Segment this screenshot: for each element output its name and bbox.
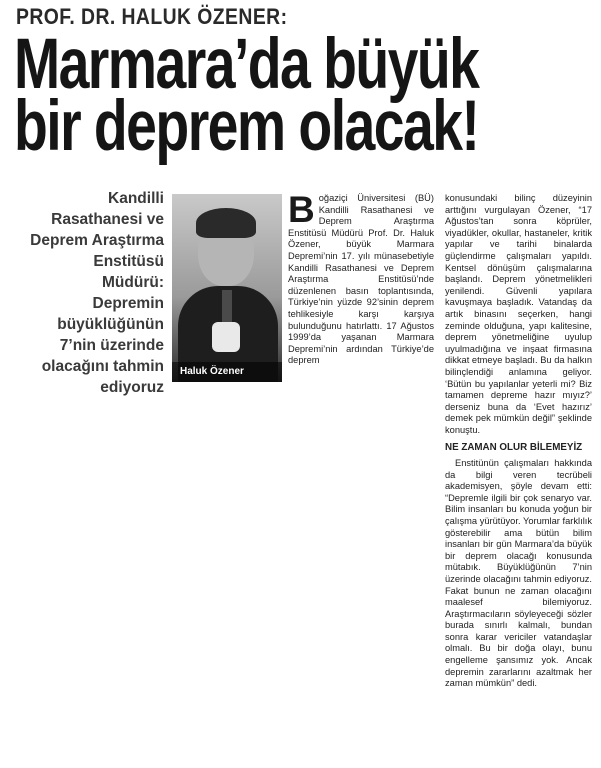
article-column-2 [445, 193, 592, 690]
article-paragraph-3: Enstitünün çalışmaları hakkında da bilgi veren tecrübeli akademisyen, şöyle devam etti: “Depremle ilgili bir çok senaryo var. Bilim insanları bu konuda yoğun bir çalışma yürütüyor. Yorumlar farklılık gösterebilir ama bütün bilim insanları bir gün Marmara’da büyük bir deprem olacağı konusunda mütabık. Büyüklüğünün 7’nin üzerinde olacağını tahmin ediyoruz. Fakat bunun ne zaman olacağını maalesef bilemiyoruz. Araştırmacıların söyleyeceği sözler burada sınırlı kalmalı, bundan sonra karar vericiler vatandaşlar olmalı. Bu bir doğa olayı, bunu engelleme şansımız yok. Ancak depremin zararlarını azaltmak her zaman mümkün” dedi. [445, 457, 592, 689]
portrait-photo [172, 194, 282, 382]
headline-line-2: bir deprem olacak! [14, 87, 479, 166]
summary-deck: Kandilli Rasathanesi ve Deprem Araştırma Enstitüsü Müdürü: Depremin büyüklüğünün 7’nin üzerinde olacağını tahmin ediyoruz [30, 190, 164, 396]
headline-line-1: Marmara’da büyük [14, 25, 479, 104]
article-paragraph-2: konusundaki bilinç düzeyinin arttığını vurgulayan Özener, “17 Ağustos’tan sonra köprüler, viyadükler, okullar, hastaneler, kritik yapılar ve tarihi binalarda güçlendirme çalışmaları yapıldı. Kentsel dönüşüm çalışmalarına başlandı. Deprem yönetmelikleri yenilendi. Güvenli yapılara kavuşmaya başladık. Vatandaş da artık binasını seçerken, hangi zeminde olduğuna, yapı kalitesine, deprem yönetmeliğine uyulup uyulmadığına ve inşaat firmasına dikkat etmeye başladı. Bu da halkın bilinçlendiği anlamına geliyor. ‘Bütün bu yapılanlar yeterli mi? Biz tamamen depreme hazır mıyız?’ derseniz buna da ‘Evet hazırız’ demek pek mümkün değil” şeklinde konuştu. [445, 193, 592, 435]
article-paragraph-1: oğaziçi Üniversitesi (BÜ) Kandilli Rasathanesi ve Deprem Araştırma Enstitüsü Müdürü Prof. Dr. Haluk Özener, büyük Marmara Depremi’nin 17. yılı münasebetiyle Kandilli Rasathanesi ve Deprem Araştırma Enstitüsü’nde düzenlenen basın toplantısında, Türkiye’nin yüzde 92’sinin deprem tehlikesiyle karşı karşıya bulunduğunu hatırlattı. 17 Ağustos 1999’da yaşanan Marmara Depremi’nin ardından Türkiye’de deprem [288, 193, 434, 366]
headline [14, 25, 479, 166]
kicker-byline: PROF. DR. HALUK ÖZENER: [16, 4, 288, 29]
article-column-1 [288, 189, 434, 367]
photo-caption: Haluk Özener [172, 362, 282, 382]
drop-cap: B [288, 189, 315, 230]
microphone-icon [212, 322, 240, 352]
photo-hair-shape [196, 208, 256, 238]
article-subhead: NE ZAMAN OLUR BİLEMEYİZ [445, 442, 583, 454]
